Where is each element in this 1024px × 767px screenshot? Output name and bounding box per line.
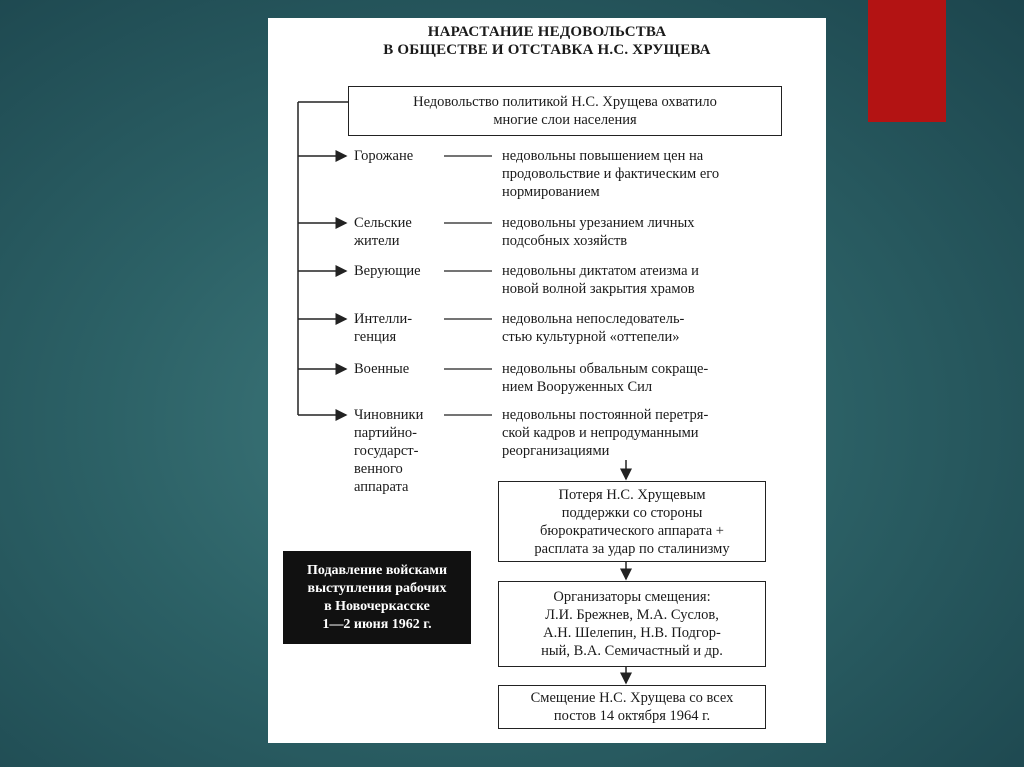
group-name-intelligentsia: [354, 310, 412, 346]
support-box-line-3: бюрократического аппарата +: [540, 522, 724, 539]
novocherkassk-line-2: выступления рабочих: [307, 580, 447, 596]
diagram-title-line-2: В ОБЩЕСТВЕ И ОТСТАВКА Н.С. ХРУЩЕВА: [383, 42, 711, 58]
organizers-box-line-2: Л.И. Брежнев, М.А. Суслов,: [545, 607, 719, 623]
group-desc-military: [502, 360, 708, 396]
group-name-officials: [354, 406, 423, 496]
group-6-name-line-2: партийно-: [354, 425, 417, 441]
group-desc-rural: [502, 214, 695, 250]
diagram-title-line-1: НАРАСТАНИЕ НЕДОВОЛЬСТВА: [427, 24, 667, 40]
top-dissatisfaction-box: [348, 86, 782, 136]
group-1-desc-line-3: нормированием: [502, 184, 600, 200]
organizers-box: [498, 581, 766, 667]
group-6-desc-line-1: недовольны постоянной перетря-: [502, 407, 709, 423]
group-1-desc-line-2: продовольствие и фактическим его: [502, 166, 720, 182]
group-5-name-line-1: Военные: [354, 361, 410, 377]
novocherkassk-line-4: 1—2 июня 1962 г.: [322, 616, 432, 632]
group-6-desc-line-2: ской кадров и непродуманными: [502, 425, 699, 441]
group-2-desc-line-2: подсобных хозяйств: [502, 233, 628, 249]
group-6-name-line-4: венного: [354, 461, 403, 477]
group-name-rural: [354, 214, 412, 250]
group-4-name-line-1: Интелли-: [354, 311, 413, 327]
group-name-believers: [354, 262, 421, 280]
diagram-sheet: [268, 18, 826, 743]
group-name-military: [354, 360, 409, 378]
novocherkassk-line-3: в Новочеркасске: [324, 598, 430, 614]
support-loss-box: [498, 481, 766, 562]
group-1-desc-line-1: недовольны повышением цен на: [502, 148, 704, 164]
group-6-desc-line-3: реорганизациями: [502, 443, 610, 459]
group-2-name-line-1: Сельские: [354, 215, 412, 231]
group-desc-townspeople: [502, 147, 719, 201]
group-3-desc-line-1: недовольны диктатом атеизма и: [502, 263, 699, 279]
red-accent-bar: [868, 0, 946, 122]
group-3-name-line-1: Верующие: [354, 263, 421, 279]
novocherkassk-box: [283, 551, 471, 644]
group-4-name-line-2: генция: [354, 329, 397, 345]
top-box-line-1: Недовольство политикой Н.С. Хрущева охватило: [413, 94, 717, 110]
group-6-name-line-5: аппарата: [354, 479, 409, 495]
group-3-desc-line-2: новой волной закрытия храмов: [502, 281, 695, 297]
novocherkassk-line-1: Подавление войсками: [306, 562, 448, 578]
support-box-line-4: расплата за удар по сталинизму: [534, 540, 730, 557]
group-5-desc-line-2: нием Вооруженных Сил: [502, 379, 653, 395]
removal-box-line-2: постов 14 октября 1964 г.: [553, 708, 711, 724]
organizers-box-line-1: Организаторы смещения:: [553, 589, 711, 605]
group-2-desc-line-1: недовольны урезанием личных: [502, 215, 695, 231]
group-6-name-line-3: государст-: [354, 443, 419, 459]
support-box-line-2: поддержки со стороны: [561, 504, 703, 521]
group-1-name-line-1: Горожане: [354, 148, 414, 164]
group-name-townspeople: [354, 147, 413, 165]
support-box-line-1: Потеря Н.С. Хрущевым: [558, 486, 706, 503]
group-desc-officials: [502, 406, 708, 460]
top-box-line-2: многие слои населения: [493, 112, 637, 128]
removal-box: [498, 685, 766, 729]
group-4-desc-line-1: недовольна непоследователь-: [502, 311, 685, 327]
group-5-desc-line-1: недовольны обвальным сокраще-: [502, 361, 709, 377]
group-6-name-line-1: Чиновники: [354, 407, 424, 423]
organizers-box-line-4: ный, В.А. Семичастный и др.: [541, 643, 723, 659]
group-desc-intelligentsia: [502, 310, 684, 346]
group-2-name-line-2: жители: [354, 233, 400, 249]
organizers-box-line-3: А.Н. Шелепин, Н.В. Подгор-: [543, 625, 721, 641]
group-desc-believers: [502, 262, 699, 298]
group-4-desc-line-2: стью культурной «оттепели»: [502, 329, 680, 345]
removal-box-line-1: Смещение Н.С. Хрущева со всех: [530, 690, 734, 706]
